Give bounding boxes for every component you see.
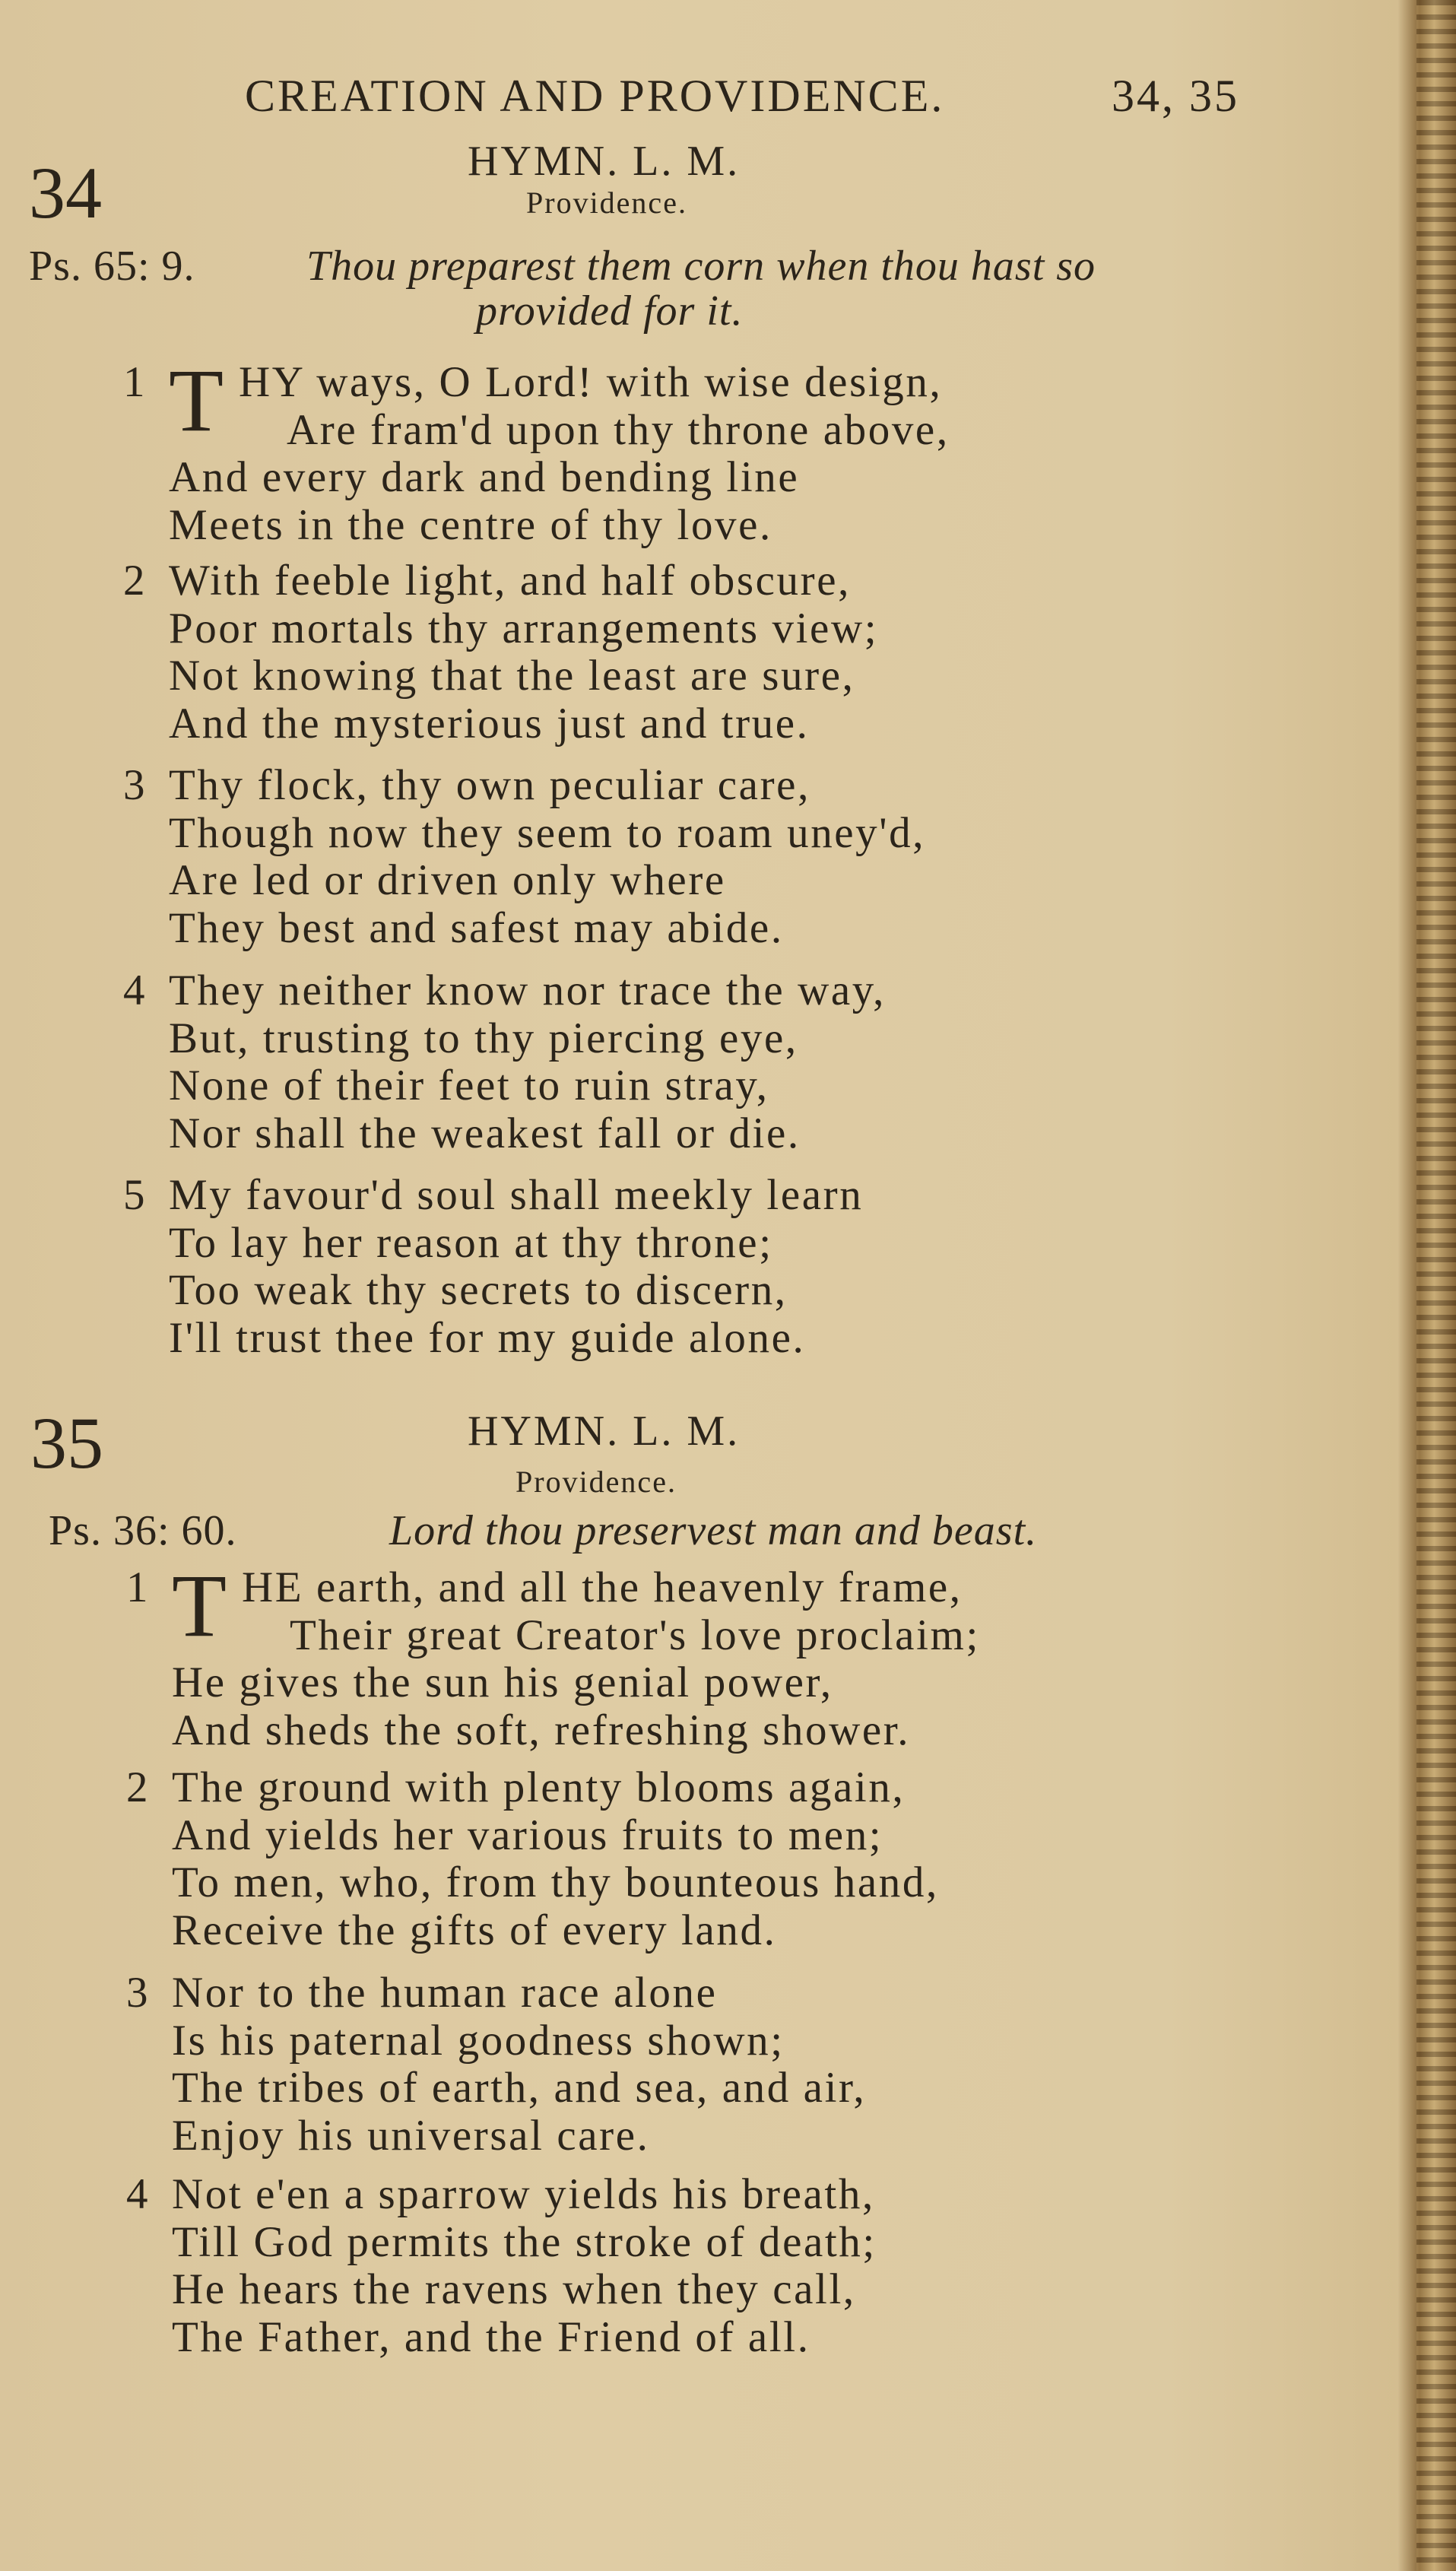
stanza-number: 3 [126, 1969, 151, 2017]
stanza [126, 2171, 877, 2361]
stanza-number: 1 [123, 358, 148, 406]
hymn-tune: Providence. [515, 1465, 677, 1499]
verse-line: Nor to the human race alone [172, 1969, 718, 2017]
verse-line: But, trusting to thy piercing eye, [169, 1014, 798, 1062]
scripture-text: Lord thou preservest man and beast. [389, 1507, 1038, 1554]
verse-line: Till God permits the stroke of death; [172, 2217, 877, 2266]
verse-line: With feeble light, and half obscure, [169, 557, 851, 605]
stanza [126, 1764, 939, 1954]
hymn-tune: Providence. [526, 186, 687, 220]
stanza-number: 5 [123, 1171, 148, 1219]
stanza-number: 4 [123, 967, 148, 1014]
verse-line: Nor shall the weakest fall or die. [169, 1109, 801, 1157]
hymn-number: 35 [30, 1402, 103, 1484]
verse-line: The tribes of earth, and sea, and air, [172, 2064, 867, 2112]
stanza-number: 2 [123, 557, 148, 605]
drop-cap: T [169, 351, 226, 450]
hymn-number: 34 [29, 152, 102, 233]
hymn-title: HYMN. L. M. [468, 138, 741, 185]
scripture-citation: Ps. 36: 60. [49, 1507, 237, 1554]
verse-line: HY ways, O Lord! with wise design, [239, 358, 943, 406]
drop-cap: T [172, 1556, 229, 1655]
verse-line: The Father, and the Friend of all. [172, 2312, 810, 2361]
verse-line: Not knowing that the least are sure, [169, 652, 855, 700]
stanza [123, 351, 950, 549]
stanza [123, 967, 886, 1157]
scripture-text: Thou preparest them corn when thou hast so [306, 243, 1096, 290]
verse-line: Not e'en a sparrow yields his breath, [172, 2170, 875, 2218]
verse-line: I'll trust thee for my guide alone. [169, 1313, 806, 1362]
verse-line: Poor mortals thy arrangements view; [169, 604, 879, 652]
verse-line: Thy flock, thy own peculiar care, [169, 761, 810, 809]
verse-line: And the mysterious just and true. [169, 699, 810, 747]
verse-line: They neither know nor trace the way, [169, 967, 886, 1014]
verse-line: Are fram'd upon thy throne above, [287, 405, 950, 454]
verse-line: Receive the gifts of every land. [172, 1906, 777, 1954]
verse-line: Their great Creator's love proclaim; [290, 1611, 980, 1659]
stanza-number: 1 [126, 1563, 151, 1611]
running-header-title: CREATION AND PROVIDENCE. [245, 71, 945, 121]
stanza [123, 762, 925, 952]
verse-line: To lay her reason at thy throne; [169, 1218, 773, 1267]
verse-line: They best and safest may abide. [169, 903, 784, 952]
stanza [126, 1556, 980, 1754]
verse-line: And sheds the soft, refreshing shower. [172, 1706, 911, 1754]
stanza-number: 4 [126, 2170, 151, 2218]
verse-line: To men, who, from thy bounteous hand, [172, 1858, 939, 1906]
stanza-number: 3 [123, 761, 148, 809]
scripture-text-cont: provided for it. [476, 287, 744, 335]
verse-line: None of their feet to ruin stray, [169, 1062, 769, 1109]
verse-line: He gives the sun his genial power, [172, 1658, 833, 1706]
verse-line: The ground with plenty blooms again, [172, 1763, 906, 1811]
hymn-title: HYMN. L. M. [468, 1408, 741, 1455]
verse-line: Too weak thy secrets to discern, [169, 1266, 788, 1314]
scripture-citation: Ps. 65: 9. [29, 243, 195, 290]
verse-line: My favour'd soul shall meekly learn [169, 1171, 864, 1219]
verse-line: Are led or driven only where [169, 856, 726, 904]
verse-line: And every dark and bending line [169, 453, 800, 501]
verse-line: And yields her various fruits to men; [172, 1811, 883, 1859]
verse-line: HE earth, and all the heavenly frame, [242, 1563, 963, 1611]
stanza [126, 1970, 866, 2160]
verse-line: Enjoy his universal care. [172, 2111, 650, 2160]
stanza [123, 557, 878, 747]
book-edge [1416, 0, 1456, 2571]
stanza-number: 2 [126, 1763, 151, 1811]
verse-line: Meets in the centre of thy love. [169, 500, 772, 549]
page-numbers: 34, 35 [1112, 71, 1239, 121]
verse-line: Though now they seem to roam uney'd, [169, 808, 926, 857]
verse-line: Is his paternal goodness shown; [172, 2016, 785, 2065]
stanza [123, 1172, 863, 1362]
scripture-reference [29, 242, 195, 290]
verse-line: He hears the ravens when they call, [172, 2265, 856, 2313]
